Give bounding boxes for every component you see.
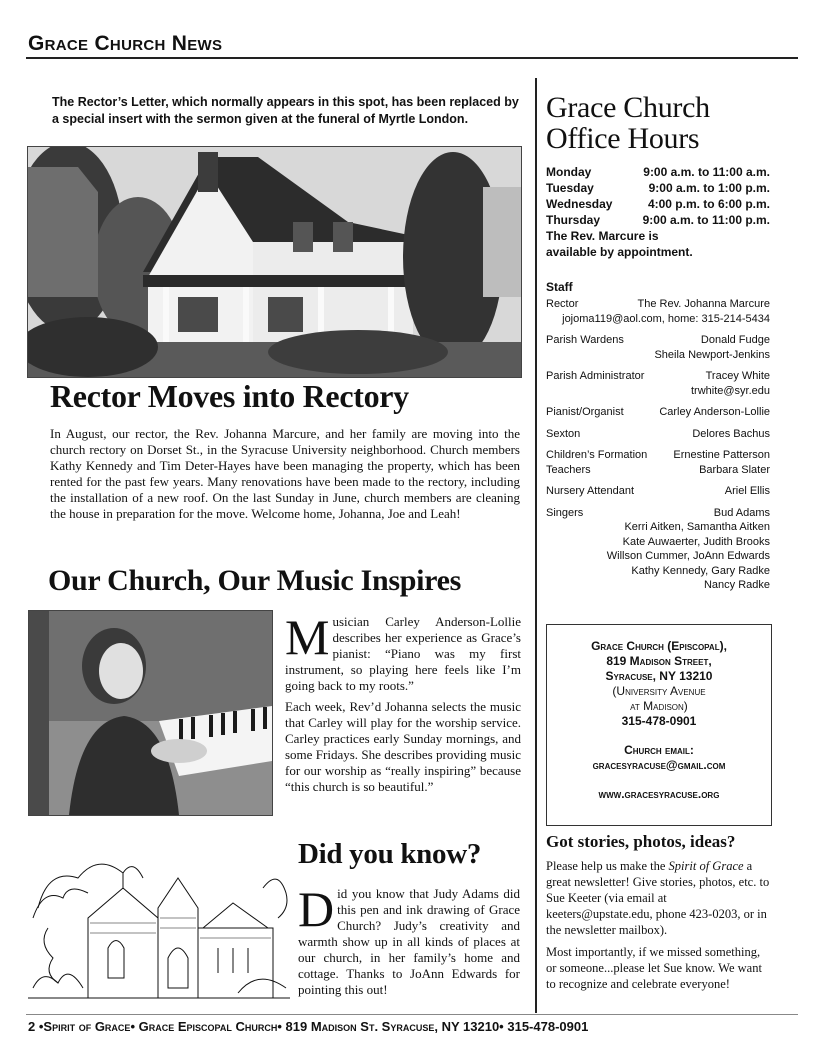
staff-row-sexton <box>546 427 770 442</box>
church-email-label: Church email: <box>624 743 694 757</box>
singer-name: Kerri Aitken, Samantha Aitken <box>624 521 770 533</box>
staff-role: Nursery Attendant <box>546 485 635 497</box>
singer-name: Bud Adams <box>713 506 770 519</box>
footer-phone: 315-478-0901 <box>507 1019 589 1034</box>
got-stories-body <box>546 858 770 992</box>
hours-day: Wednesday <box>546 197 613 211</box>
hours-day: Monday <box>546 165 592 179</box>
footer-publication: Spirit of Grace <box>43 1019 131 1034</box>
footer-address: 819 Madison St. Syracuse, NY 13210 <box>285 1019 500 1034</box>
spirit-of-grace-title: Spirit of Grace <box>668 859 744 873</box>
singer-name: Willson Cummer, JoAnn Edwards <box>606 550 770 562</box>
church-cross-street-2: at Madison) <box>630 699 688 713</box>
music-paragraph-2: Each week, Rev’d Johanna selects the music that Carley will play for the worship service. Carley practices early Sunday mornings, and some Fridays. She describes providing music for our worship as “really inspiring” because “this church is so beautiful.” <box>285 699 521 794</box>
masthead-rule <box>26 57 798 59</box>
staff-name: Ernestine Patterson <box>673 449 770 461</box>
music-dropcap: M <box>285 609 330 665</box>
staff-name: Donald Fudge <box>700 334 770 346</box>
footer-bullet: • <box>499 1019 504 1034</box>
staff-list <box>546 297 770 593</box>
staff-name: The Rev. Johanna Marcure <box>637 298 770 310</box>
page-number: 2 <box>28 1019 36 1034</box>
hours-day: Thursday <box>546 213 601 227</box>
dyk-dropcap: D <box>298 881 335 937</box>
intro-note: The Rector’s Letter, which normally appears in this spot, has been replaced by a special insert with the sermon given at the funeral of Myrtle London. <box>52 95 519 126</box>
staff-row-childrens-formation <box>546 448 770 463</box>
hours-time: 9:00 a.m. to 1:00 p.m. <box>648 181 770 195</box>
singer-name: Nancy Radke <box>703 579 770 591</box>
staff-name: Tracey White <box>705 370 770 382</box>
hours-row <box>546 196 770 212</box>
hours-day: Tuesday <box>546 181 594 195</box>
staff-role: Sexton <box>546 427 581 440</box>
staff-role: Rector <box>546 298 579 310</box>
hours-time: 4:00 p.m. to 6:00 p.m. <box>647 197 770 211</box>
staff-row-admin <box>546 369 770 384</box>
rectory-body: In August, our rector, the Rev. Johanna Marcure, and her family are moving into the church rectory on Dorset St., in the Syracuse University neighborhood. Church members Kathy Kennedy and Tim Deter-Hayes have been managing the property, which has been rented for the past few years. Many renovations have been made to the rectory, including the installation of a new roof. On the last Sunday in June, church members are cleaning the house in preparation for the move. Welcome home, Johanna, Joe and Leah! <box>50 426 520 521</box>
staff-role: Pianist/Organist <box>546 406 624 418</box>
staff-name: Delores Bachus <box>692 427 770 440</box>
hours-row <box>546 180 770 196</box>
staff-heading: Staff <box>546 280 573 294</box>
church-city: Syracuse, NY 13210 <box>605 669 713 683</box>
hours-row <box>546 164 770 180</box>
church-name: Grace Church (Episcopal), <box>591 639 727 653</box>
staff-role: Singers <box>546 506 584 519</box>
hours-time: 9:00 a.m. to 11:00 a.m. <box>643 165 770 179</box>
staff-row-nursery <box>546 484 770 499</box>
footer-bullet: • <box>130 1019 135 1034</box>
got-text-a: Please help us make the <box>546 859 669 873</box>
admin-email: trwhite@syr.edu <box>690 384 770 397</box>
staff-role: Parish Wardens <box>546 334 624 346</box>
staff-row-wardens <box>546 333 770 348</box>
house-illustration <box>28 147 521 377</box>
got-text-b: a great newsletter! Give stories, photos, etc. to Sue Keeter (via email at keeters@upstate.edu, phone 423-0203, or in the newsletter mailbox). <box>546 859 770 937</box>
music-body <box>285 609 521 800</box>
church-street: 819 Madison Street, <box>606 654 712 668</box>
staff-row-pianist <box>546 405 770 420</box>
footer-bullet: • <box>277 1019 282 1034</box>
church-sketch <box>28 848 290 1006</box>
staff-role: Children’s Formation <box>546 449 648 461</box>
singer-name: Kate Auwaerter, Judith Brooks <box>622 535 770 548</box>
staff-row-childrens-formation-2 <box>546 463 770 478</box>
rectory-house-photo <box>27 146 522 378</box>
church-phone: 315-478-0901 <box>621 714 697 728</box>
church-cross-street-1: (University Avenue <box>612 684 706 698</box>
masthead-title: Grace Church News <box>28 32 223 55</box>
music-headline: Our Church, Our Music Inspires <box>48 564 462 597</box>
got-stories-headline: Got stories, photos, ideas? <box>546 832 736 851</box>
rector-contact: jojoma119@aol.com, home: 315-214-5434 <box>562 312 770 325</box>
did-you-know-body <box>298 881 520 998</box>
hours-time: 9:00 a.m. to 11:00 p.m. <box>642 213 770 227</box>
got-stories-paragraph-2: Most importantly, if we missed something, or someone...please let Sue know. We want to recognize and celebrate everyone! <box>546 945 762 991</box>
staff-name: Sheila Newport-Jenkins <box>654 348 770 361</box>
staff-name: Ariel Ellis <box>724 485 770 497</box>
office-hours-title <box>546 92 710 154</box>
staff-role: Teachers <box>546 463 591 476</box>
appointment-note: The Rev. Marcure is available by appointment. <box>546 229 693 259</box>
footer-rule <box>26 1014 798 1015</box>
office-title-line2: Office Hours <box>546 122 700 155</box>
church-website-link[interactable]: www.gracesyracuse.org <box>598 787 720 801</box>
staff-row-singers <box>546 506 770 521</box>
office-title-line1: Grace Church <box>546 91 710 124</box>
hours-row <box>546 212 770 228</box>
pianist-photo <box>28 610 273 816</box>
staff-row-rector <box>546 297 770 312</box>
church-address-box <box>546 624 772 826</box>
church-pen-drawing <box>28 848 290 1006</box>
got-stories-paragraph-1 <box>546 858 770 938</box>
staff-role: Parish Administrator <box>546 370 645 382</box>
footer-bullet: • <box>38 1019 44 1034</box>
singer-name: Kathy Kennedy, Gary Radke <box>631 564 770 577</box>
did-you-know-headline: Did you know? <box>298 838 482 870</box>
column-divider <box>535 78 537 1013</box>
staff-name: Barbara Slater <box>699 463 770 476</box>
church-email-link[interactable]: gracesyracuse@gmail.com <box>592 758 726 772</box>
page-footer <box>28 1019 588 1034</box>
staff-name: Carley Anderson-Lollie <box>659 406 770 418</box>
pianist-illustration <box>29 611 272 815</box>
music-paragraph-1: usician Carley Anderson-Lollie describes her experience as Grace’s pianist: “Piano was my first instrument, so playing here feels like I’m going back to my roots.” <box>285 614 521 693</box>
footer-church: Grace Episcopal Church <box>138 1019 278 1034</box>
office-hours-list <box>546 164 770 260</box>
rectory-headline: Rector Moves into Rectory <box>50 378 409 414</box>
dyk-paragraph: id you know that Judy Adams did this pen and ink drawing of Grace Church? Judy’s creativity and warmth show up in all kinds of places at our church, in her family’s home and cottage. Thanks to JoAnn Edwards for pointing this out! <box>298 886 520 997</box>
